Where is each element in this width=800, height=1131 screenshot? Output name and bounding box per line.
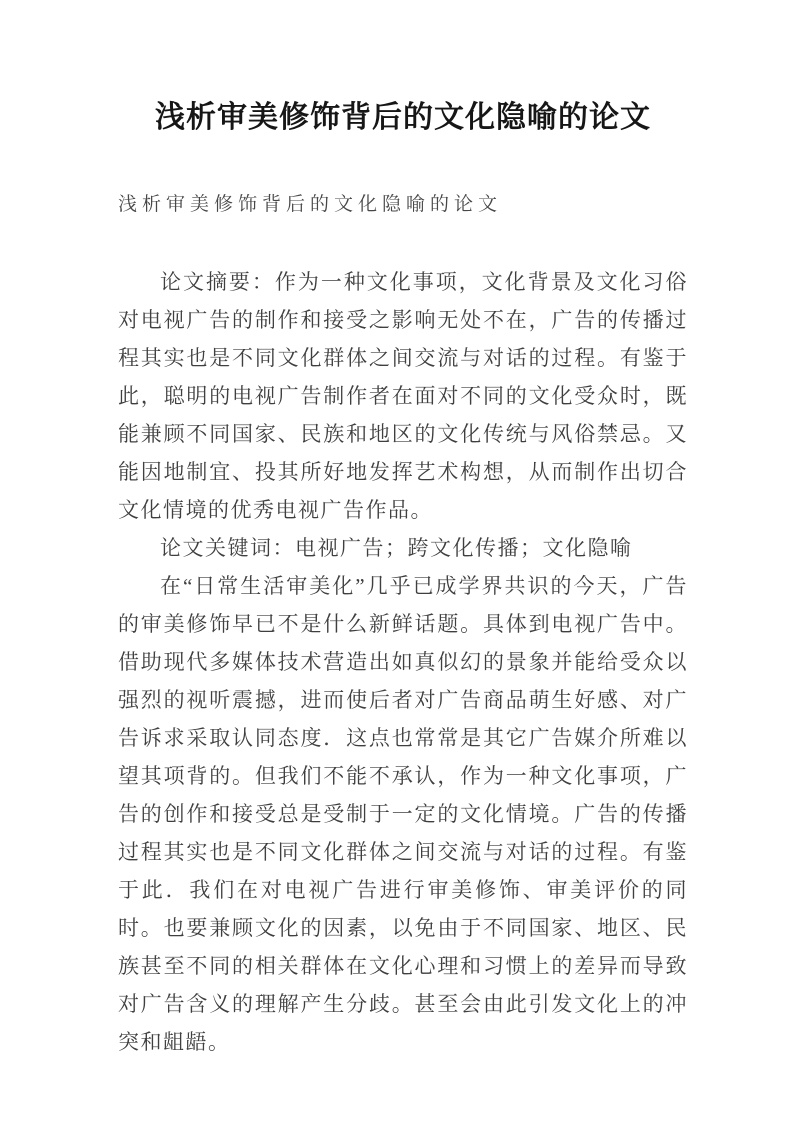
keywords-line: 论文关键词：电视广告；跨文化传播；文化隐喻 — [160, 536, 633, 560]
document-content — [118, 0, 688, 1061]
body-paragraph: 在“日常生活审美化”几乎已成学界共识的今天，广告的审美修饰早已不是什么新鲜话题。具体到电视广告中。借助现代多媒体技术营造出如真似幻的景象并能给受众以强烈的视听震撼，进而使后者对广告商品萌生好感、对广告诉求采取认同态度．这点也常常是其它广告媒介所难以望其项背的。但我们不能不承认，作为一种文化事项，广告的创作和接受总是受制于一定的文化情境。广告的传播过程其实也是不同文化群体之间交流与对话的过程。有鉴于此．我们在对电视广告进行审美修饰、审美评价的同时。也要兼顾文化的因素，以免由于不同国家、地区、民族甚至不同的相关群体在文化心理和习惯上的差异而导致对广告含义的理解产生分歧。甚至会由此引发文化上的冲突和龃龉。 — [118, 574, 688, 1054]
abstract-paragraph: 论文摘要：作为一种文化事项，文化背景及文化习俗对电视广告的制作和接受之影响无处不在，广告的传播过程其实也是不同文化群体之间交流与对话的过程。有鉴于此，聪明的电视广告制作者在面对不同的文化受众时，既能兼顾不同国家、民族和地区的文化传统与风俗禁忌。又能因地制宜、投其所好地发挥艺术构想，从而制作出切合文化情境的优秀电视广告作品。 — [118, 270, 688, 522]
document-title: 浅析审美修饰背后的文化隐喻的论文 — [155, 101, 651, 134]
document-subtitle: 浅析审美修饰背后的文化隐喻的论文 — [118, 194, 503, 215]
document-body — [118, 263, 688, 1061]
